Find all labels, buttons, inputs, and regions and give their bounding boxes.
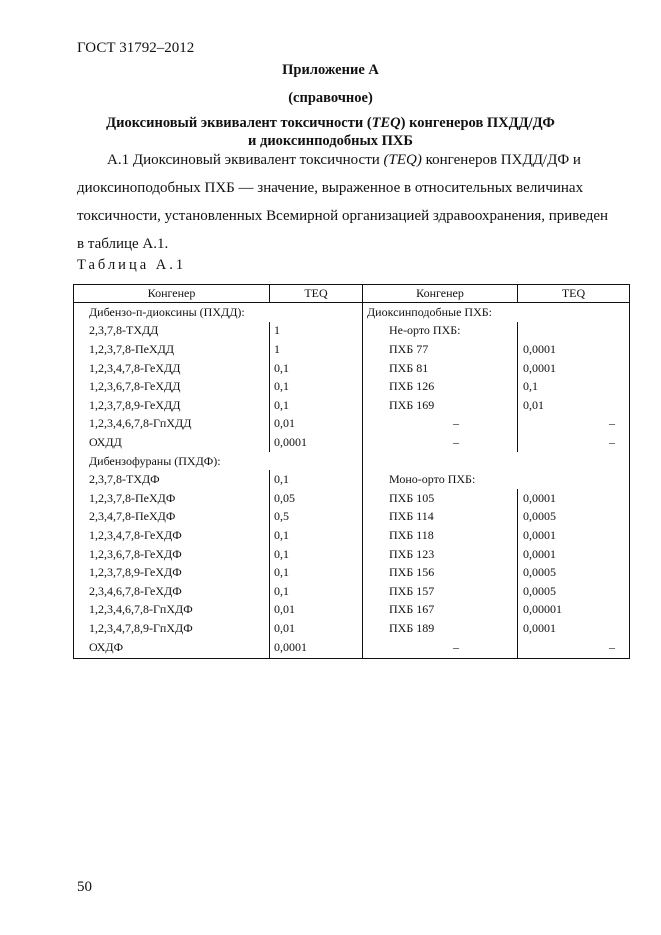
teq-value: 0,0001 <box>518 340 630 359</box>
dash-cell: – <box>518 433 630 452</box>
dash-cell: – <box>363 638 518 659</box>
table-body <box>74 303 630 659</box>
teq-value: 0,0001 <box>270 433 363 452</box>
congener-name: ПХБ 105 <box>363 489 518 508</box>
table-row <box>74 638 630 659</box>
table-row <box>74 433 630 452</box>
congener-name: ПХБ 157 <box>363 582 518 601</box>
empty-cell <box>518 470 630 489</box>
congener-name: 1,2,3,7,8-ПеХДД <box>74 340 270 359</box>
teq-value: 0,1 <box>270 359 363 378</box>
table-row <box>74 582 630 601</box>
paragraph-a1 <box>77 146 617 258</box>
teq-value: 0,0001 <box>518 619 630 638</box>
table-row <box>74 619 630 638</box>
congener-name: 1,2,3,4,7,8-ГеХДФ <box>74 526 270 545</box>
teq-value: 0,1 <box>270 582 363 601</box>
congener-name: ОХДД <box>74 433 270 452</box>
table-row <box>74 452 630 471</box>
congener-name: ПХБ 189 <box>363 619 518 638</box>
congener-name: 1,2,3,6,7,8-ГеХДД <box>74 377 270 396</box>
annex-heading-line2: и диоксинподобных ПХБ <box>248 133 413 149</box>
teq-value: 0,1 <box>518 377 630 396</box>
congener-name: ПХБ 126 <box>363 377 518 396</box>
teq-value: 0,1 <box>270 563 363 582</box>
empty-cell <box>518 452 630 471</box>
standard-code: ГОСТ 31792–2012 <box>77 40 195 56</box>
paragraph-teq: (TEQ) <box>383 152 422 168</box>
paragraph-rest: конгенеров ПХДД/ДФ и диоксиноподобных ПХБ — значение, выраженное в относительных величинах токсичности, установленных Всемирной организацией здравоохранения, приведен в таблице А.1. <box>77 152 609 252</box>
table-row <box>74 322 630 341</box>
congener-name: 1,2,3,4,6,7,8-ГпХДФ <box>74 601 270 620</box>
heading-teq: TEQ <box>371 115 401 131</box>
congener-name: 1,2,3,4,6,7,8-ГпХДД <box>74 415 270 434</box>
annex-title: Приложение А <box>282 62 379 78</box>
table-row <box>74 563 630 582</box>
table-row <box>74 359 630 378</box>
congener-name: ПХБ 81 <box>363 359 518 378</box>
congener-name: 1,2,3,4,7,8,9-ГпХДФ <box>74 619 270 638</box>
annex-heading-line1 <box>0 115 661 132</box>
congener-name: ПХБ 114 <box>363 508 518 527</box>
congener-name: 1,2,3,7,8-ПеХДФ <box>74 489 270 508</box>
congener-name: ПХБ 118 <box>363 526 518 545</box>
congener-name: ПХБ 123 <box>363 545 518 564</box>
table-caption: Таблица А.1 <box>77 257 187 273</box>
table-header-row <box>74 285 630 303</box>
table-row <box>74 489 630 508</box>
table-row <box>74 601 630 620</box>
page-number: 50 <box>77 879 92 895</box>
teq-value: 0,5 <box>270 508 363 527</box>
table-row <box>74 545 630 564</box>
heading-part: Диоксиновый эквивалент токсичности ( <box>106 115 372 131</box>
table-row <box>74 415 630 434</box>
teq-value: 0,1 <box>270 396 363 415</box>
congener-name: 2,3,4,6,7,8-ГеХДФ <box>74 582 270 601</box>
teq-value: 0,01 <box>270 619 363 638</box>
paragraph-lead: А.1 Диоксиновый эквивалент токсичности <box>107 152 384 168</box>
congener-name: ПХБ 169 <box>363 396 518 415</box>
teq-value: 1 <box>270 340 363 359</box>
teq-value: 0,01 <box>518 396 630 415</box>
congener-name: 1,2,3,7,8,9-ГеХДД <box>74 396 270 415</box>
subgroup-label-mono-ortho: Моно-орто ПХБ: <box>363 470 518 489</box>
table-row <box>74 396 630 415</box>
congener-name: 2,3,4,7,8-ПеХДФ <box>74 508 270 527</box>
teq-value: 0,1 <box>270 526 363 545</box>
table-row <box>74 377 630 396</box>
teq-value: 0,0005 <box>518 582 630 601</box>
group-label-pcb: Диоксинподобные ПХБ: <box>363 303 630 322</box>
teq-table <box>73 284 630 659</box>
teq-value-empty <box>518 322 630 341</box>
dash-cell: – <box>363 415 518 434</box>
dash-cell: – <box>363 433 518 452</box>
group-label-dioxins: Дибензо-п-диоксины (ПХДД): <box>74 303 363 322</box>
teq-value: 0,00001 <box>518 601 630 620</box>
congener-name: 1,2,3,7,8,9-ГеХДФ <box>74 563 270 582</box>
dash-cell: – <box>518 415 630 434</box>
teq-value: 0,0001 <box>518 526 630 545</box>
congener-name: ПХБ 77 <box>363 340 518 359</box>
teq-value: 0,0001 <box>518 489 630 508</box>
teq-value: 0,01 <box>270 601 363 620</box>
header-congener-left: Конгенер <box>74 285 270 303</box>
teq-value: 0,0001 <box>270 638 363 659</box>
teq-value: 0,1 <box>270 545 363 564</box>
annex-reference: (справочное) <box>288 90 373 106</box>
congener-name: ПХБ 156 <box>363 563 518 582</box>
congener-name: 1,2,3,4,7,8-ГеХДД <box>74 359 270 378</box>
congener-name: 1,2,3,6,7,8-ГеХДФ <box>74 545 270 564</box>
teq-value: 0,0005 <box>518 508 630 527</box>
teq-value: 0,1 <box>270 470 363 489</box>
teq-value: 0,0001 <box>518 545 630 564</box>
teq-value: 0,1 <box>270 377 363 396</box>
table-row <box>74 470 630 489</box>
table-row <box>74 508 630 527</box>
teq-value: 0,05 <box>270 489 363 508</box>
table-row <box>74 303 630 322</box>
table-row <box>74 526 630 545</box>
header-teq-left: TEQ <box>270 285 363 303</box>
table-row <box>74 340 630 359</box>
teq-value: 1 <box>270 322 363 341</box>
heading-part: ) конгенеров ПХДД/ДФ <box>400 115 555 131</box>
teq-value: 0,0005 <box>518 563 630 582</box>
congener-name: 2,3,7,8-ТХДД <box>74 322 270 341</box>
group-label-furans: Дибензофураны (ПХДФ): <box>74 452 363 471</box>
congener-name: ОХДФ <box>74 638 270 659</box>
header-congener-right: Конгенер <box>363 285 518 303</box>
congener-name: 2,3,7,8-ТХДФ <box>74 470 270 489</box>
teq-value: 0,01 <box>270 415 363 434</box>
dash-cell: – <box>518 638 630 659</box>
teq-value: 0,0001 <box>518 359 630 378</box>
subgroup-label-non-ortho: Не-орто ПХБ: <box>363 322 518 341</box>
header-teq-right: TEQ <box>518 285 630 303</box>
congener-name: ПХБ 167 <box>363 601 518 620</box>
empty-cell <box>363 452 518 471</box>
